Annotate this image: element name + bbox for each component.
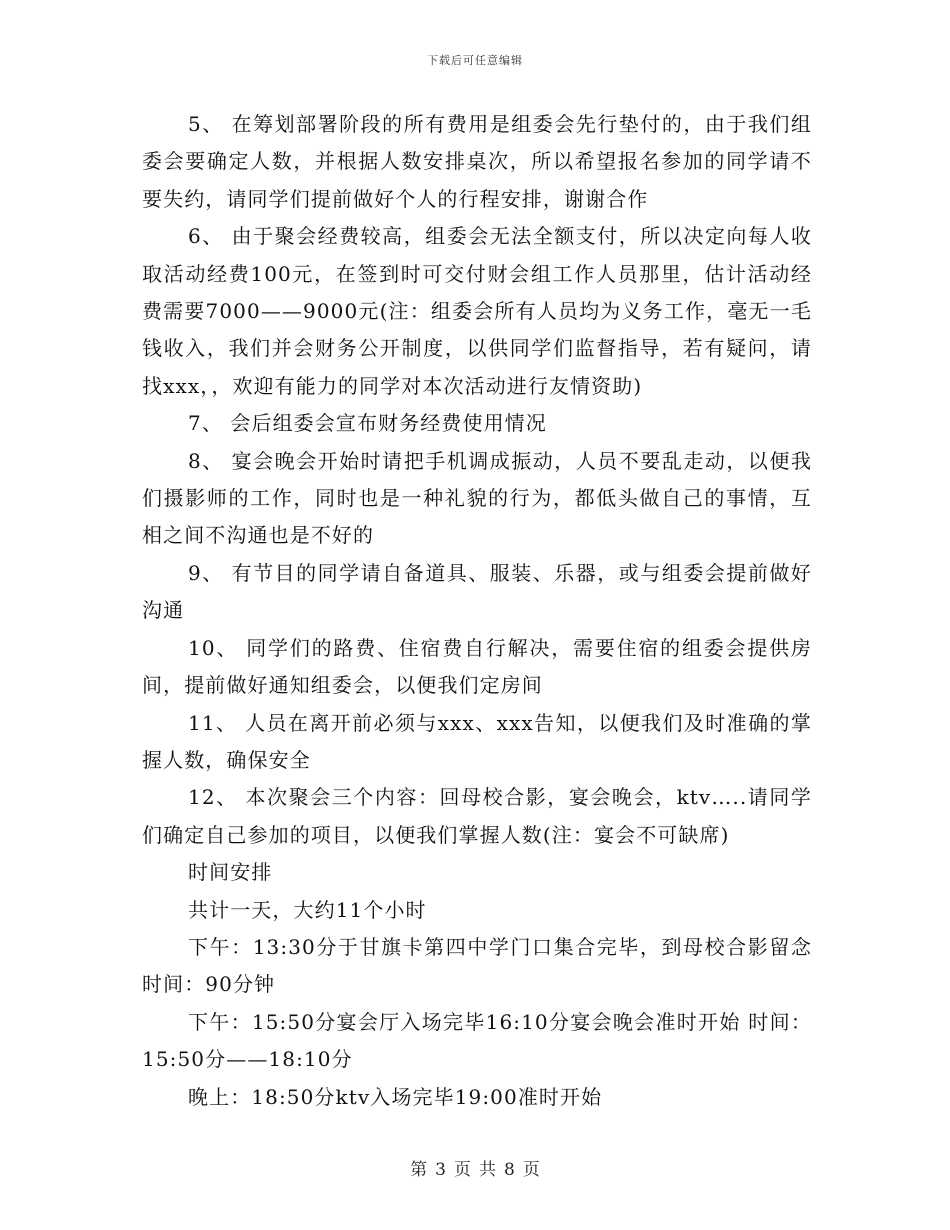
- page-header-note: 下载后可任意编辑: [427, 54, 523, 67]
- schedule-total: 共计一天，大约11个小时: [188, 897, 427, 922]
- footer-prefix: 第: [410, 1160, 428, 1180]
- document-body: [142, 106, 812, 1116]
- paragraph-item-7: 7、 会后组委会宣布财务经费使用情况: [188, 411, 547, 436]
- footer-page-word: 页: [454, 1160, 471, 1180]
- footer-current-page: 3: [435, 1160, 446, 1180]
- schedule-heading: 时间安排: [188, 860, 273, 885]
- paragraph-item-6: 6、 由于聚会经费较高，组委会无法全额支付，所以决定向每人收取活动经费100元，在签到时可交付财会组工作人员那里，估计活动经费需要7000——9000元(注：组委会所有人员均为义务工作，毫无一毛钱收入，我们并会财务公开制度，以供同学们监督指导，若有疑问，请找xxx，，欢迎有能力的同学对本次活动进行友情资助): [142, 224, 812, 398]
- schedule-afternoon-banquet: 下午：15:50分宴会厅入场完毕16:10分宴会晚会准时开始 时间：15:50分——18:10分: [142, 1009, 812, 1072]
- paragraph-item-10: 10、 同学们的路费、住宿费自行解决，需要住宿的组委会提供房间，提前做好通知组委会，以便我们定房间: [142, 635, 812, 698]
- paragraph-item-9: 9、 有节目的同学请自备道具、服装、乐器，或与组委会提前做好沟通: [142, 560, 812, 623]
- paragraph-item-12: 12、 本次聚会三个内容：回母校合影，宴会晚会，ktv…..请同学们确定自己参加的项目，以便我们掌握人数(注：宴会不可缺席): [142, 785, 812, 847]
- page-number-footer: [0, 1155, 950, 1180]
- footer-total-pages: 8: [504, 1160, 515, 1180]
- paragraph-item-8: 8、 宴会晚会开始时请把手机调成振动，人员不要乱走动，以便我们摄影师的工作，同时也是一种礼貌的行为，都低头做自己的事情，互相之间不沟通也是不好的: [142, 448, 812, 548]
- footer-total-word: 共: [479, 1160, 496, 1180]
- paragraph-item-11: 11、 人员在离开前必须与xxx、xxx告知，以便我们及时准确的掌握人数，确保安全: [142, 710, 812, 772]
- schedule-afternoon-photo: 下午：13:30分于甘旗卡第四中学门口集合完毕，到母校合影留念时间：90分钟: [142, 934, 812, 997]
- schedule-evening-ktv: 晚上：18:50分ktv入场完毕19:00准时开始: [188, 1084, 603, 1109]
- paragraph-item-5: 5、 在筹划部署阶段的所有费用是组委会先行垫付的，由于我们组委会要确定人数，并根据人数安排桌次，所以希望报名参加的同学请不要失约，请同学们提前做好个人的行程安排，谢谢合作: [142, 112, 812, 211]
- footer-suffix: 页: [522, 1160, 540, 1180]
